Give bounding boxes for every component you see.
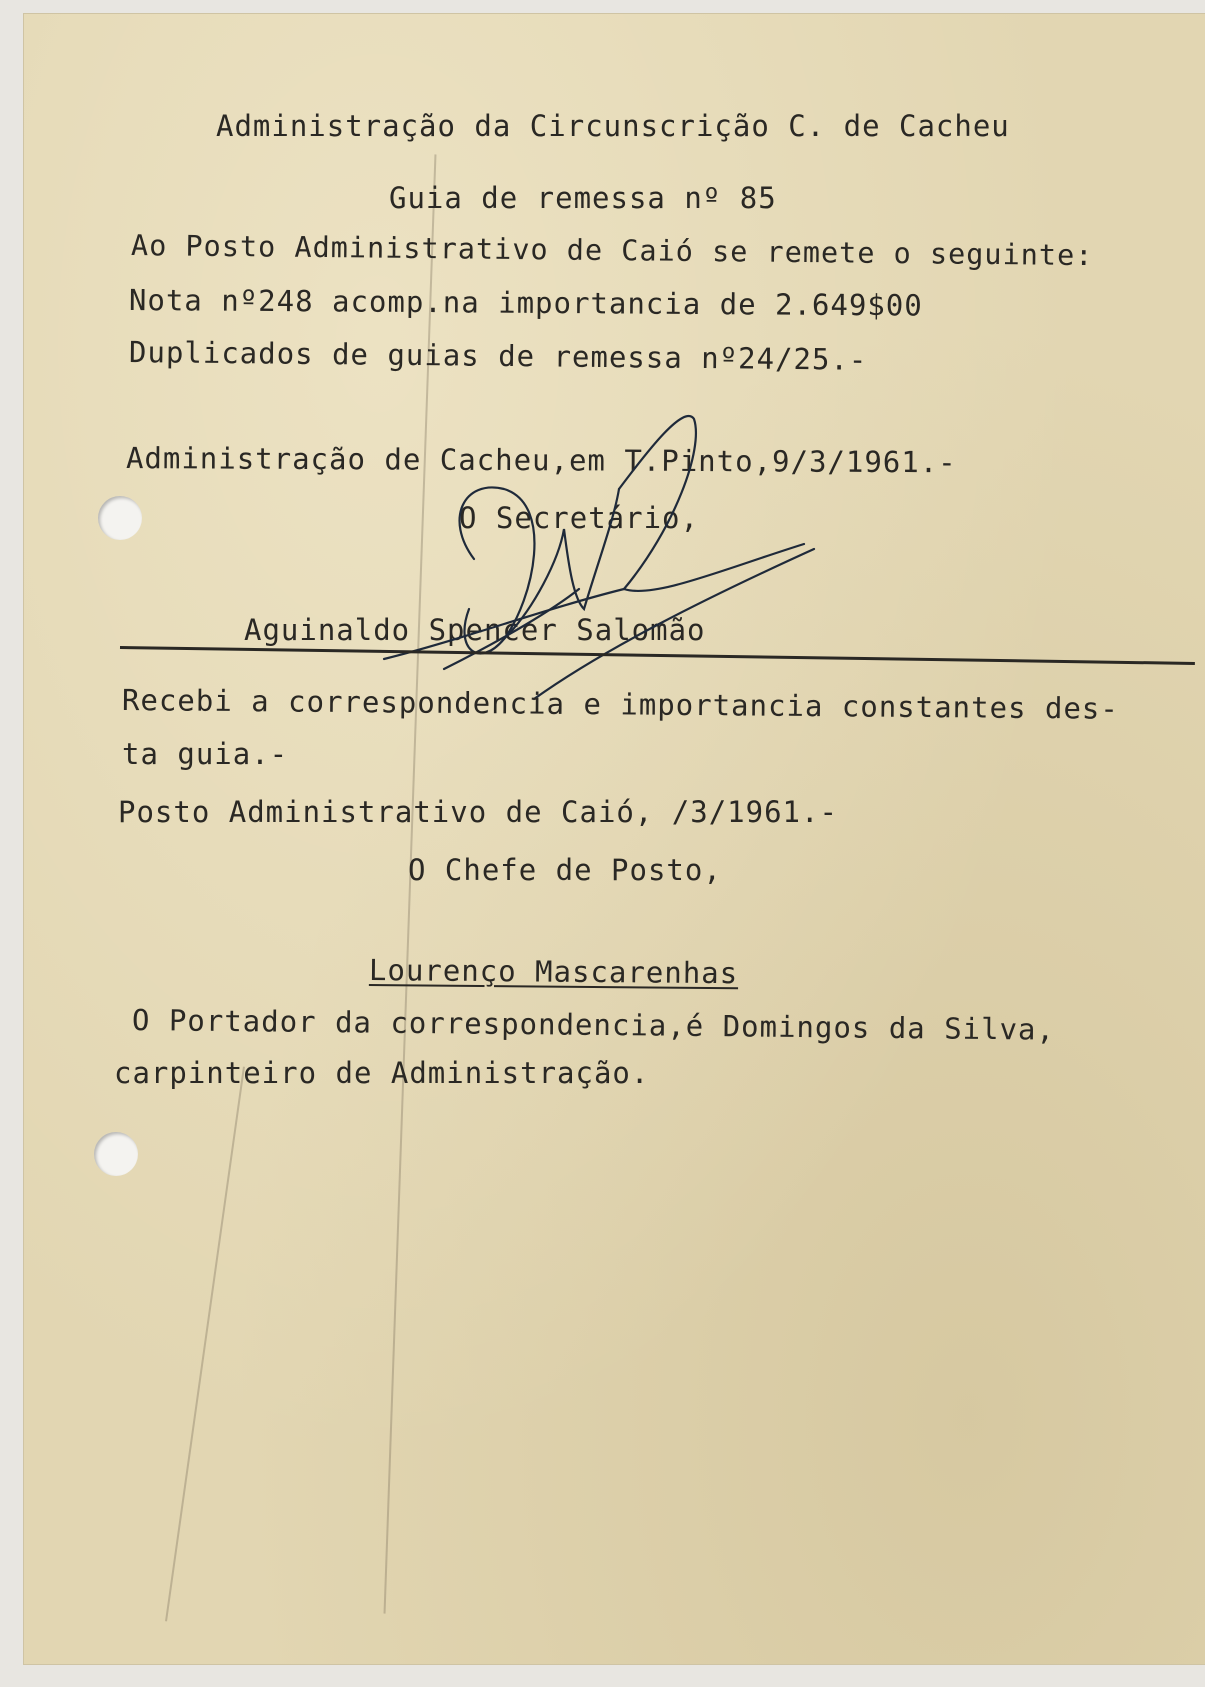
bearer-line: O Portador da correspondencia,é Domingos da Silva,	[131, 1003, 1056, 1047]
dispatch-place-date: Administração de Cacheu,em T.Pinto,9/3/1961.-	[125, 441, 957, 480]
document-sheet	[24, 14, 1205, 1664]
bearer-line: carpinteiro de Administração.	[114, 1056, 650, 1090]
punch-hole-bottom	[94, 1132, 138, 1176]
receipt-line: ta guia.-	[122, 737, 289, 771]
body-line: Ao Posto Administrativo de Caió se remete o seguinte:	[130, 229, 1094, 273]
dispatch-role: O Secretário,	[459, 501, 699, 535]
body-line: Nota nº248 acomp.na importancia de 2.649$00	[128, 283, 923, 323]
receipt-signer: Lourenço Mascarenhas	[368, 953, 739, 991]
dispatch-signer: Aguinaldo Spencer Salomão	[244, 613, 706, 647]
document-title: Administração da Circunscrição C. de Cacheu	[216, 109, 1010, 143]
punch-hole-top	[98, 496, 142, 540]
receipt-line: Recebi a correspondencia e importancia constantes des-	[121, 683, 1119, 726]
receipt-place-date: Posto Administrativo de Caió, /3/1961.-	[118, 795, 838, 829]
receipt-role: O Chefe de Posto,	[408, 853, 722, 887]
document-subtitle: Guia de remessa nº 85	[389, 181, 777, 215]
body-line: Duplicados de guias de remessa nº24/25.-	[128, 335, 868, 377]
fold-crease	[165, 1067, 245, 1622]
